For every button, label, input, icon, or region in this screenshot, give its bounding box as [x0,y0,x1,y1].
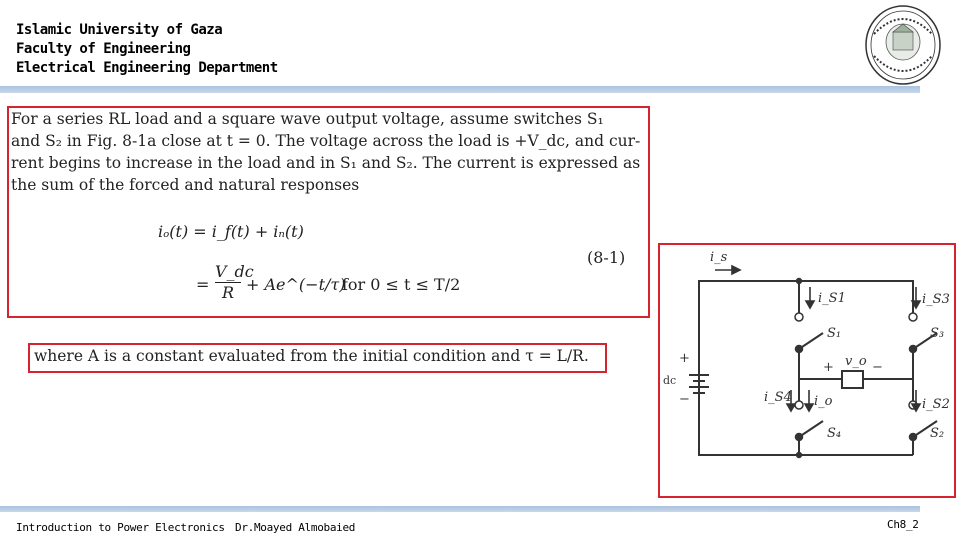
paragraph-line: For a series RL load and a square wave output voltage, assume switches S₁ [11,110,604,128]
footer-page-number: Ch8_2 [887,518,919,531]
equation-number: (8-1) [587,248,626,267]
institution-header [16,21,278,78]
full-bridge-circuit-diagram [660,245,950,493]
label-s4: S₄ [827,426,842,441]
footer-band [0,506,920,512]
constant-note: where A is a constant evaluated from the initial condition and τ = L/R. [34,347,589,365]
label-minus-source: − [679,392,690,407]
equation-condition: for 0 ≤ t ≤ T/2 [342,275,461,294]
label-io: i_o [814,394,833,409]
footer-author: Dr.Moayed Almobaied [235,521,356,534]
label-s1: S₁ [827,326,842,341]
equation-line-1: iₒ(t) = i_f(t) + iₙ(t) [158,222,304,241]
label-s2: S₂ [930,426,945,441]
university-seal-logo [864,4,942,86]
label-is4: i_S4 [764,390,792,405]
equation-equals: = [196,275,210,294]
footer-course: Introduction to Power Electronics [16,521,225,534]
header-band [0,86,920,93]
label-s3: S₃ [930,326,945,341]
label-plus-load: + [823,360,834,375]
label-is: i_s [710,250,728,265]
paragraph-line: and S₂ in Fig. 8-1a close at t = 0. The voltage across the load is +V_dc, and cur- [11,132,641,150]
label-vdc: dc [663,374,677,387]
faculty-name: Faculty of Engineering [16,41,191,57]
label-is3: i_S3 [922,292,950,307]
label-is1: i_S1 [818,291,846,306]
label-minus-load: − [872,360,883,375]
label-is2: i_S2 [922,397,950,412]
paragraph-line: the sum of the forced and natural responses [11,176,360,194]
equation-natural-term: + Ae^(−t/τ) [246,275,346,294]
fraction-denominator: R [221,283,235,302]
department-name: Electrical Engineering Department [16,60,278,76]
label-plus-source: + [679,351,690,366]
label-vo: v_o [845,354,867,369]
university-name: Islamic University of Gaza [16,22,223,38]
paragraph-line: rent begins to increase in the load and in S₁ and S₂. The current is expressed as [11,154,641,172]
fraction-numerator: V_dc [215,262,254,281]
equation-fraction [215,262,254,302]
derivation-paragraph [11,108,641,196]
